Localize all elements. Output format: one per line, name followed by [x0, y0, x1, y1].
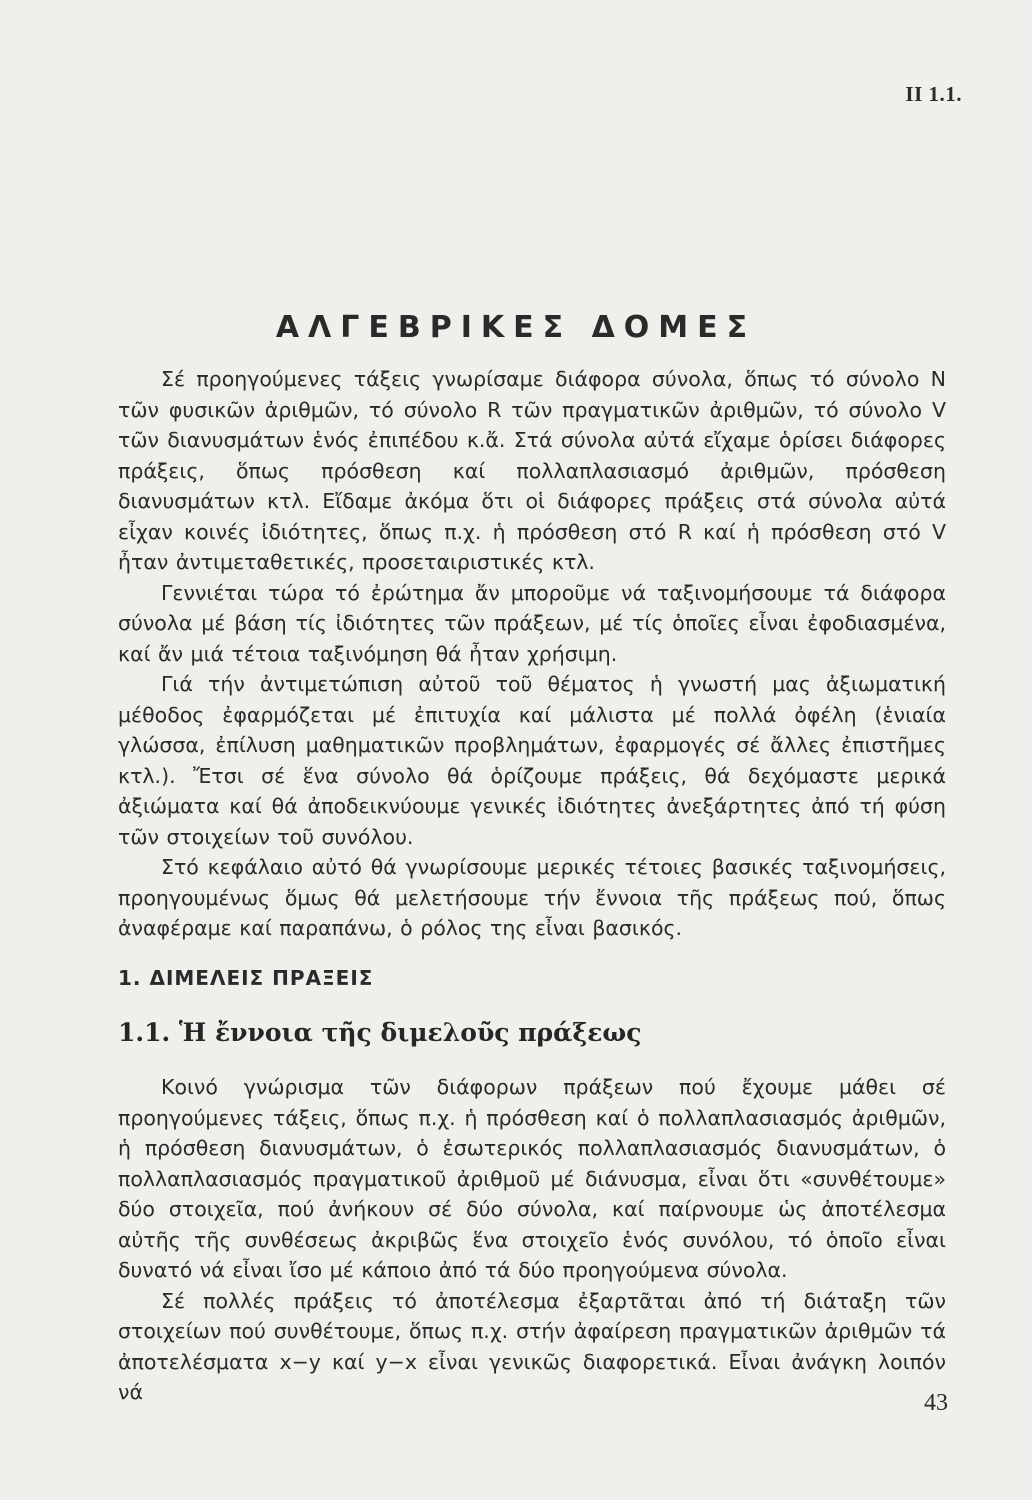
intro-paragraph-3: Γιά τήν ἀντιμετώπιση αὐτοῦ τοῦ θέματος ἡ γνωστή μας ἀξιωματική μέθοδος ἐφαρμόζεται μέ ἐπιτυχία καί μάλιστα μέ πολλά ὀφέλη (ἑνιαία γλώσσα, ἐπίλυση μαθηματικῶν προβλημάτων, ἐφαρμογές σέ ἄλλες ἐπιστῆμες κτλ.). Ἔτσι σέ ἕνα σύνολο θά ὁρίζουμε πράξεις, θά δεχόμαστε μερικά ἀξιώματα καί θά ἀποδεικνύουμε γενικές ἰδιότητες ἀνεξάρτητες ἀπό τή φύση τῶν στοιχείων τοῦ συνόλου.: [118, 672, 946, 849]
running-head: II 1.1.: [905, 82, 962, 106]
subsection-heading: 1.1. Ἡ ἔννοια τῆς διμελοῦς πράξεως: [118, 1018, 642, 1047]
body-paragraph-1: Κοινό γνώρισμα τῶν διάφορων πράξεων πού ἔχουμε μάθει σέ προηγούμενες τάξεις, ὅπως π.χ. ἡ πρόσθεση καί ὁ πολλαπλασιασμός ἀριθμῶν, ἡ πρόσθεση διανυσμάτων, ὁ ἐσωτερικός πολλαπλασιασμός διανυσμάτων, ὁ πολλαπλασιασμός πραγματικοῦ ἀριθμοῦ μέ διάνυσμα, εἶναι ὅτι «συνθέτουμε» δύο στοιχεῖα, πού ἀνήκουν σέ δύο σύνολα, καί παίρνουμε ὡς ἀποτέλεσμα αὐτῆς τῆς συνθέσεως ἀκριβῶς ἕνα στοιχεῖο ἑνός συνόλου, τό ὁποῖο εἶναι δυνατό νά εἶναι ἴσο μέ κάποιο ἀπό τά δύο προηγούμενα σύνολα.: [118, 1075, 946, 1282]
page-number: 43: [924, 1390, 948, 1416]
intro-paragraph-4: Στό κεφάλαιο αὐτό θά γνωρίσουμε μερικές τέτοιες βασικές ταξινομήσεις, προηγουμένως ὅμως θά μελετήσουμε τήν ἔννοια τῆς πράξεως πού, ὅπως ἀναφέραμε καί παραπάνω, ὁ ρόλος της εἶναι βασικός.: [118, 855, 946, 940]
intro-paragraph-2: Γεννιέται τώρα τό ἐρώτημα ἄν μποροῦμε νά ταξινομήσουμε τά διάφορα σύνολα μέ βάση τίς ἰδιότητες τῶν πράξεων, μέ τίς ὁποῖες εἶναι ἐφοδιασμένα, καί ἄν μιά τέτοια ταξινόμηση θά ἦταν χρήσιμη.: [118, 580, 946, 666]
body-paragraph-2: Σέ πολλές πράξεις τό ἀποτέλεσμα ἐξαρτᾶται ἀπό τή διάταξη τῶν στοιχείων πού συνθέτουμε, ὅπως π.χ. στήν ἀφαίρεση πραγματικῶν ἀριθμῶν τά ἀποτελέσματα x−y καί y−x εἶναι γενικῶς διαφορετικά. Εἶναι ἀνάγκη λοιπόν νά: [118, 1288, 946, 1404]
intro-text: [118, 364, 946, 944]
intro-paragraph-1: Σέ προηγούμενες τάξεις γνωρίσαμε διάφορα σύνολα, ὅπως τό σύνολο N τῶν φυσικῶν ἀριθμῶν, τό σύνολο R τῶν πραγματικῶν ἀριθμῶν, τό σύνολο V τῶν διανυσμάτων ἑνός ἐπιπέδου κ.ἄ. Στά σύνολα αὐτά εἴχαμε ὁρίσει διάφορες πράξεις, ὅπως πρόσθεση καί πολλαπλασιασμό ἀριθμῶν, πρόσθεση διανυσμάτων κτλ. Εἴδαμε ἀκόμα ὅτι οἱ διάφορες πράξεις στά σύνολα αὐτά εἶχαν κοινές ἰδιότητες, ὅπως π.χ. ἡ πρόσθεση στό R καί ἡ πρόσθεση στό V ἦταν ἀντιμεταθετικές, προσεταιριστικές κτλ.: [118, 367, 946, 574]
body-text: [118, 1072, 946, 1408]
section-heading: 1. ΔΙΜΕΛΕΙΣ ΠΡΑΞΕΙΣ: [118, 966, 374, 990]
chapter-title: ΑΛΓΕΒΡΙΚΕΣ ΔΟΜΕΣ: [275, 310, 757, 345]
